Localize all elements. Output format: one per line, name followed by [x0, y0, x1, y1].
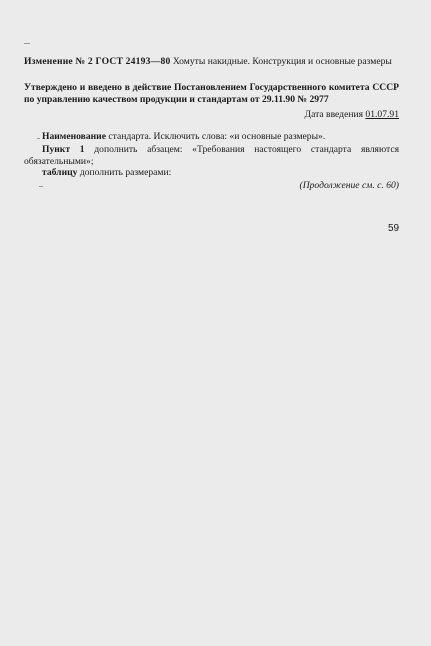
continuation-note — [24, 180, 399, 192]
approval-text: Утверждено и введено в действие Постановлением Государственного комитета СССР по управлению качеством продукции и стандартам от 29.11.90 № 2977 — [24, 82, 399, 105]
paragraph-name — [24, 131, 399, 143]
page-number: 59 — [388, 223, 400, 234]
paragraph-lead: Наименование — [42, 131, 106, 142]
introduction-date — [24, 109, 399, 121]
introduction-date-label: Дата введения — [304, 109, 364, 120]
paragraph-text: стандарта. Исключить слова: «и основные размеры». — [108, 131, 326, 142]
paragraph-item-1 — [24, 144, 399, 167]
amendment-prefix: Изменение № 2 ГОСТ 24193—80 — [24, 56, 171, 67]
continuation-text: (Продолжение см. с. 60) — [299, 180, 399, 191]
paragraph-table — [24, 167, 399, 179]
scan-mark — [24, 43, 30, 44]
introduction-date-value: 01.07.91 — [365, 109, 399, 120]
paragraph-text: дополнить размерами: — [79, 167, 172, 178]
amendment-heading — [24, 56, 399, 68]
amendment-title: Хомуты накидные. Конструкция и основные размеры — [172, 56, 392, 67]
paragraph-lead: таблицу — [42, 167, 78, 178]
approval-statement — [24, 82, 399, 105]
paragraph-text: дополнить абзацем: «Требования настоящего стандарта являются обязательными»; — [24, 144, 399, 167]
paragraph-lead: Пункт 1 — [42, 144, 85, 155]
